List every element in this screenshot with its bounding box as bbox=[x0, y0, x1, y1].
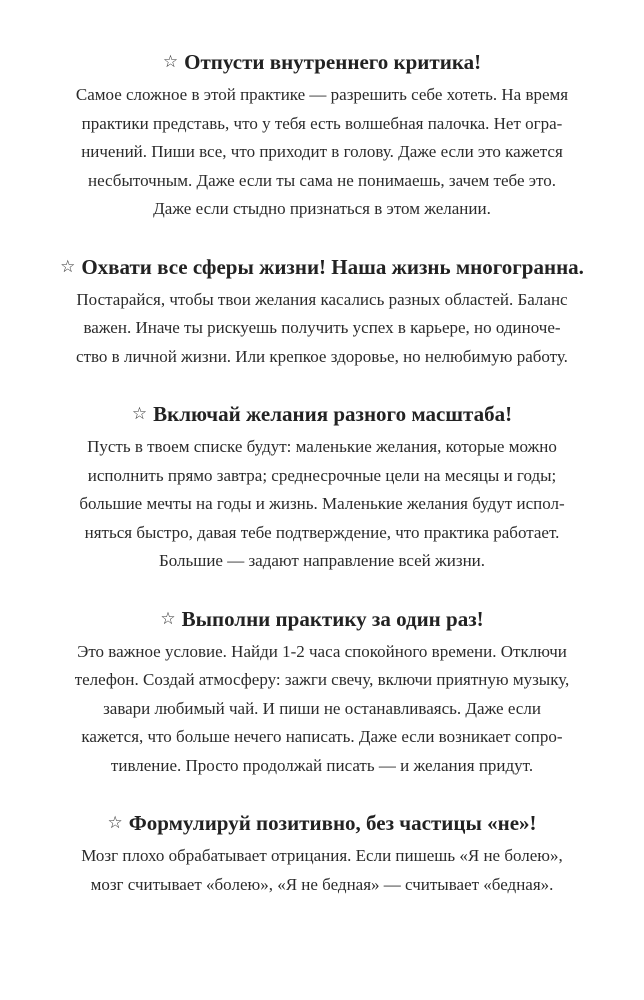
body-line: завари любимый чай. И пиши не останавливаясь. Даже если bbox=[103, 698, 541, 718]
section-body bbox=[30, 286, 614, 372]
body-line: Пусть в твоем списке будут: маленькие желания, которые можно bbox=[87, 437, 557, 456]
tip-section-critic bbox=[30, 48, 614, 224]
section-body bbox=[30, 433, 614, 576]
tip-section-positive bbox=[30, 809, 614, 899]
body-line: ничений. Пиши все, что приходит в голову. Даже если это кажется bbox=[81, 142, 563, 161]
section-body bbox=[30, 81, 614, 224]
body-line: исполнить прямо завтра; среднесрочные цели на месяцы и годы; bbox=[87, 465, 557, 485]
section-heading bbox=[30, 253, 614, 283]
body-line: кажется, что больше нечего написать. Даже если возникает сопро- bbox=[81, 727, 563, 746]
star-icon: ☆ bbox=[131, 404, 148, 423]
star-icon: ☆ bbox=[60, 256, 76, 276]
body-line: Большие — задают направление всей жизни. bbox=[158, 551, 486, 570]
document-page bbox=[30, 48, 614, 928]
star-icon: ☆ bbox=[162, 52, 179, 71]
body-line: Даже если стыдно признаться в этом желании. bbox=[153, 199, 491, 218]
star-icon: ☆ bbox=[160, 608, 176, 628]
body-line: ство в личной жизни. Или крепкое здоровье, но нелюбимую работу. bbox=[76, 346, 568, 366]
body-line: телефон. Создай атмосферу: зажги свечу, включи приятную музыку, bbox=[74, 670, 570, 689]
section-heading bbox=[30, 605, 614, 635]
body-line: несбыточным. Даже если ты сама не понимаешь, зачем тебе это. bbox=[87, 170, 556, 190]
section-heading bbox=[30, 48, 614, 78]
body-line: тивление. Просто продолжай писать — и желания придут. bbox=[110, 755, 534, 775]
body-line: Мозг плохо обрабатывает отрицания. Если пишешь «Я не болею», bbox=[81, 846, 563, 865]
section-title: Охвати все сферы жизни! Наша жизнь многогранна. bbox=[81, 254, 584, 279]
star-icon: ☆ bbox=[107, 813, 123, 832]
body-line: Это важное условие. Найди 1-2 часа спокойного времени. Отключи bbox=[77, 641, 567, 661]
section-title: Включай желания разного масштаба! bbox=[153, 402, 513, 426]
section-heading bbox=[30, 400, 614, 430]
section-body bbox=[30, 638, 614, 781]
section-title: Формулируй позитивно, без частицы «не»! bbox=[128, 811, 537, 835]
body-line: мозг считывает «болею», «Я не бедная» — считывает «бедная». bbox=[90, 874, 554, 894]
tip-section-scale bbox=[30, 400, 614, 576]
body-line: практики представь, что у тебя есть волшебная палочка. Нет огра- bbox=[81, 113, 563, 133]
section-title: Отпусти внутреннего критика! bbox=[184, 50, 482, 74]
section-heading bbox=[30, 809, 614, 839]
body-line: важен. Иначе ты рискуешь получить успех в карьере, но одиноче- bbox=[83, 318, 561, 337]
section-title: Выполни практику за один раз! bbox=[181, 606, 484, 631]
tip-section-one-session bbox=[30, 605, 614, 781]
body-line: большие мечты на годы и жизнь. Маленькие желания будут испол- bbox=[79, 494, 565, 513]
body-line: Постарайся, чтобы твои желания касались разных областей. Баланс bbox=[76, 289, 568, 309]
tip-section-spheres bbox=[30, 253, 614, 372]
section-body bbox=[30, 842, 614, 899]
body-line: Самое сложное в этой практике — разрешить себе хотеть. На время bbox=[75, 85, 569, 104]
body-line: няться быстро, давая тебе подтверждение, что практика работает. bbox=[84, 522, 560, 542]
